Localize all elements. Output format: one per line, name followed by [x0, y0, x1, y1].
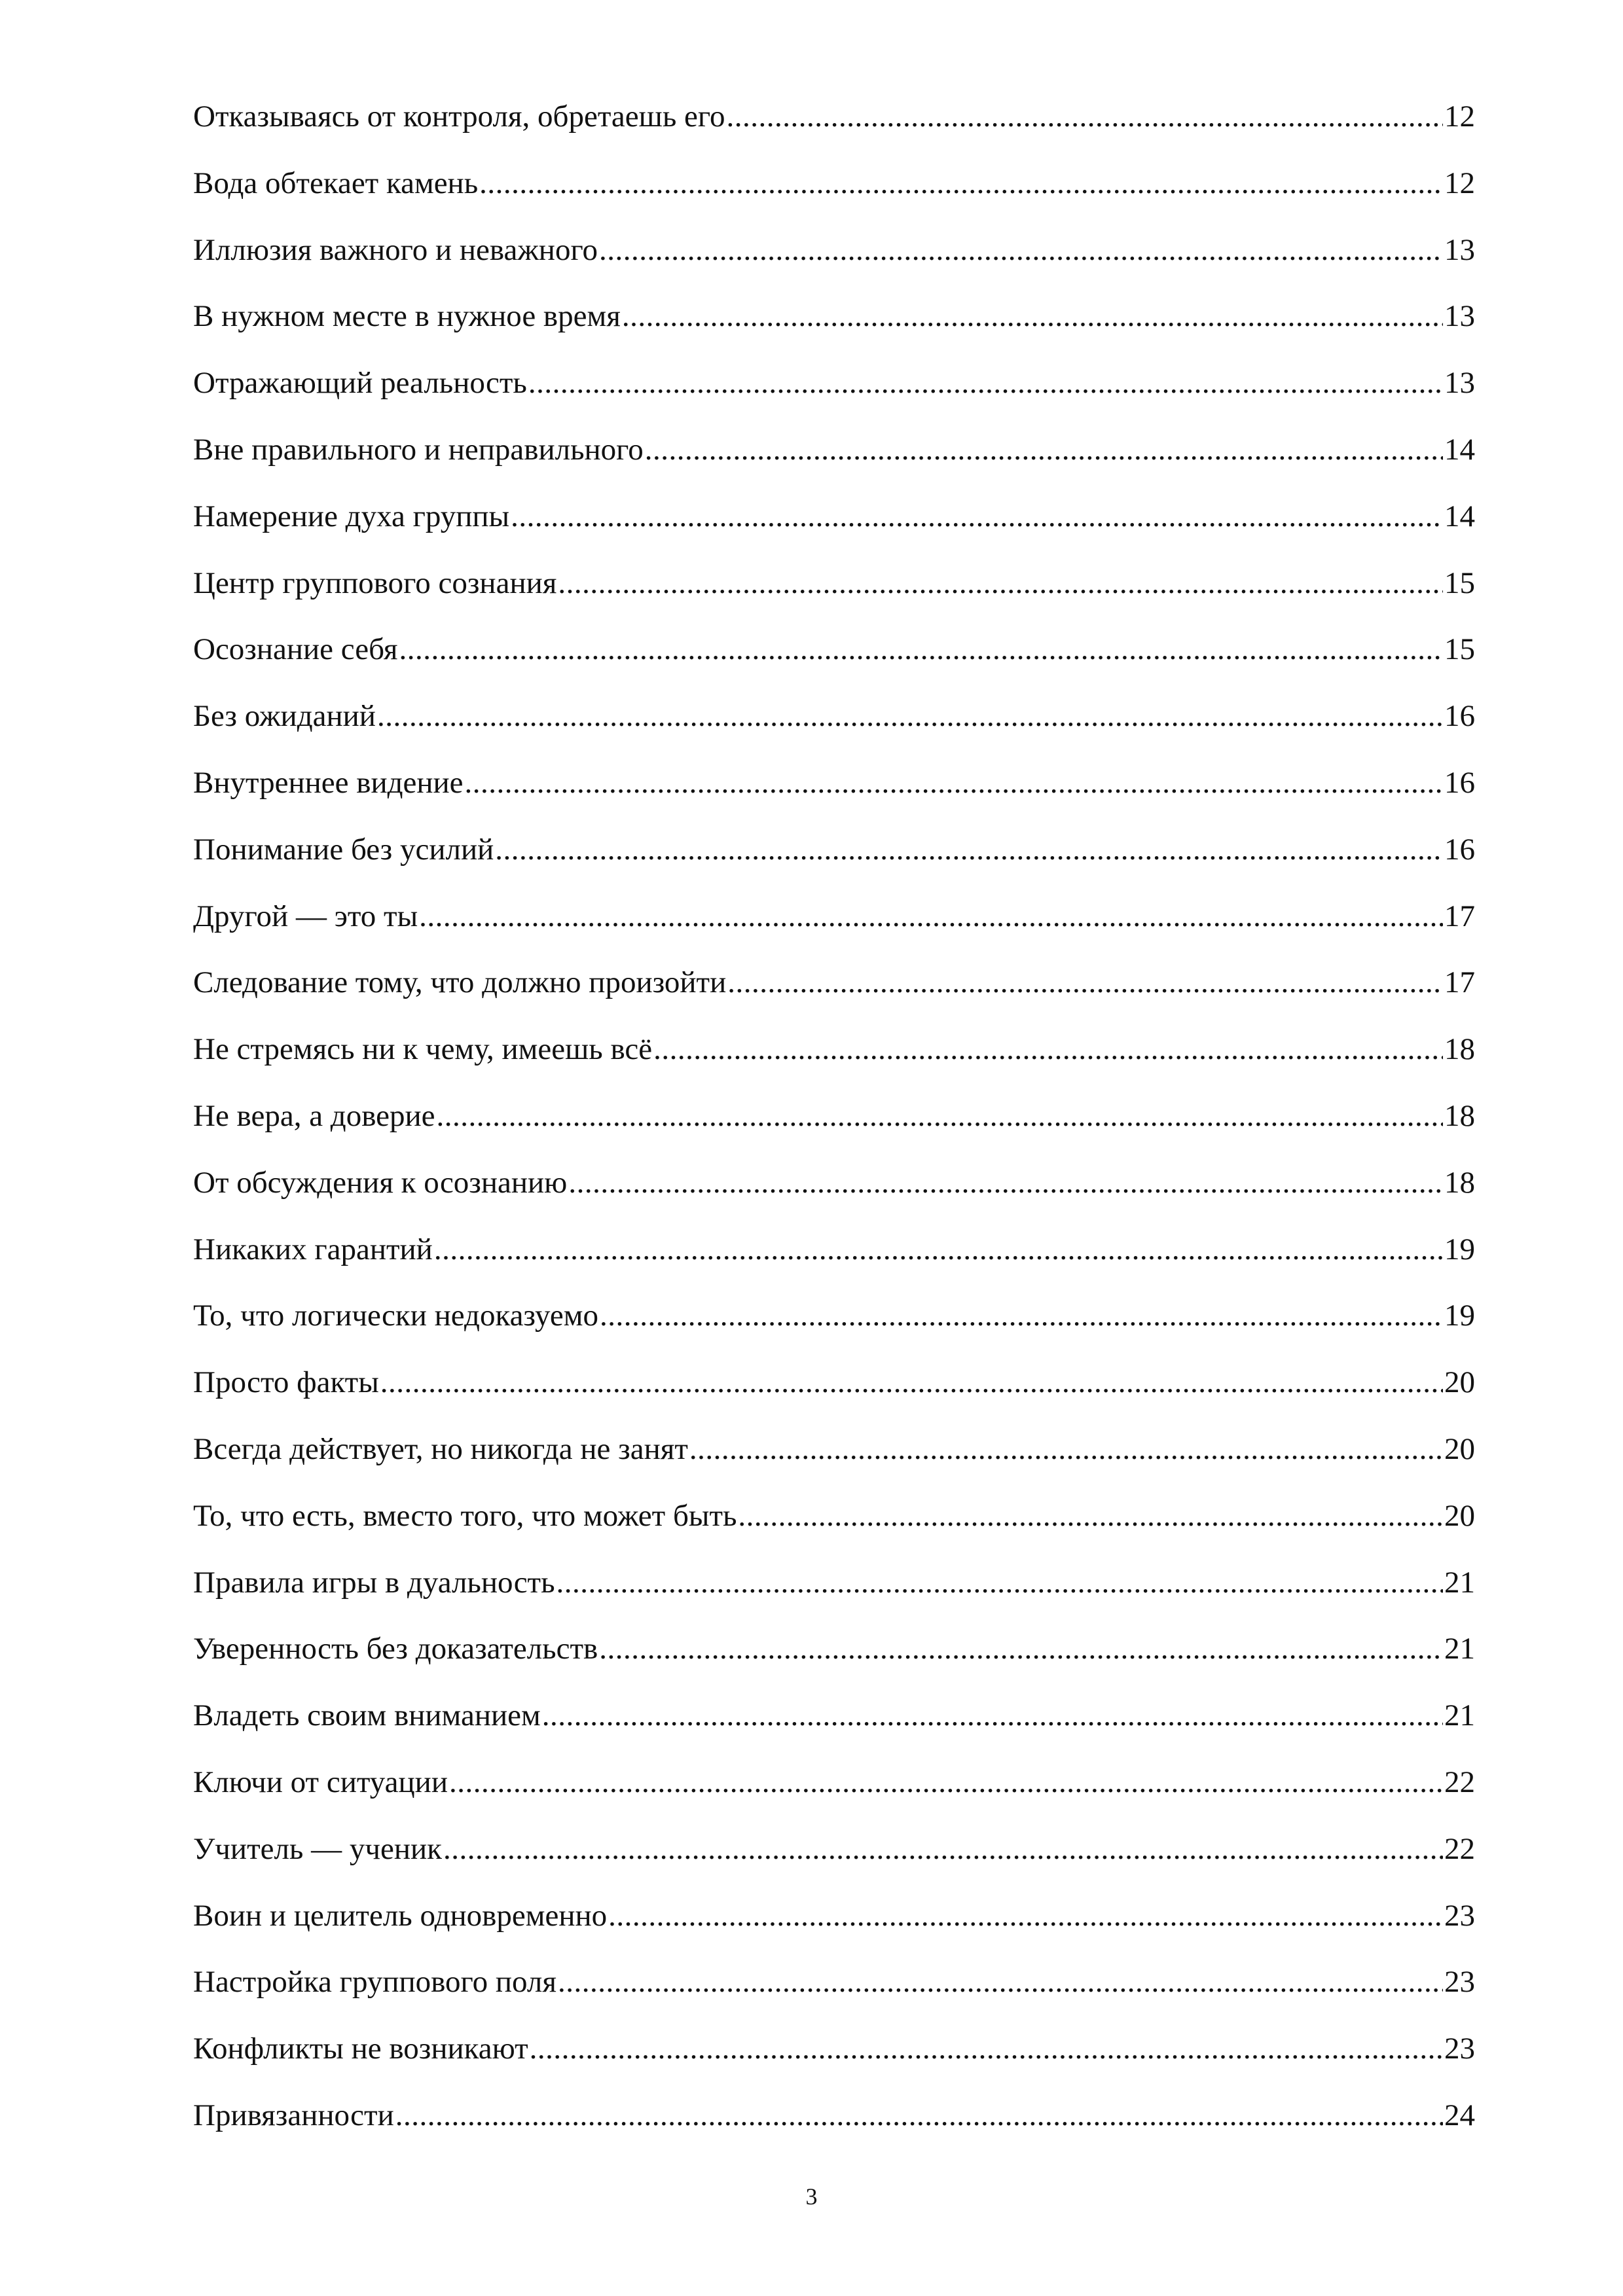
toc-dot-leader: [377, 683, 1443, 750]
toc-dot-leader: [395, 2083, 1443, 2149]
toc-entry-page: 12: [1444, 99, 1475, 134]
toc-entry[interactable]: [193, 817, 1475, 884]
toc-dot-leader: [653, 1016, 1443, 1083]
toc-entry-title: Привязанности: [193, 2098, 394, 2132]
toc-entry-title: Ключи от ситуации: [193, 1765, 448, 1799]
toc-entry[interactable]: [193, 1683, 1475, 1749]
toc-entry-page: 22: [1444, 1765, 1475, 1799]
toc-entry-title: Вода обтекает камень: [193, 166, 479, 200]
toc-entry-title: Отказываясь от контроля, обретаешь его: [193, 99, 725, 134]
toc-entry[interactable]: [193, 1616, 1475, 1683]
toc-dot-leader: [622, 283, 1443, 350]
toc-entry-page: 21: [1444, 1632, 1475, 1666]
toc-entry-title: От обсуждения к осознанию: [193, 1165, 568, 1200]
toc-entry[interactable]: [193, 683, 1475, 750]
toc-dot-leader: [511, 484, 1443, 550]
toc-entry-title: Вне правильного и неправильного: [193, 432, 644, 467]
toc-dot-leader: [437, 1083, 1443, 1150]
toc-entry-title: Конфликты не возникают: [193, 2032, 528, 2066]
toc-dot-leader: [399, 617, 1443, 683]
toc-entry[interactable]: [193, 283, 1475, 350]
toc-entry[interactable]: [193, 1350, 1475, 1416]
toc-entry[interactable]: [193, 417, 1475, 484]
toc-entry[interactable]: [193, 1016, 1475, 1083]
toc-entry-title: Без ожиданий: [193, 699, 376, 734]
toc-entry-title: Отражающий реальность: [193, 366, 527, 401]
toc-entry[interactable]: [193, 1150, 1475, 1217]
toc-entry-title: Следование тому, что должно произойти: [193, 965, 727, 1000]
toc-entry[interactable]: [193, 1283, 1475, 1350]
toc-entry-page: 15: [1444, 632, 1475, 667]
toc-dot-leader: [479, 151, 1443, 217]
toc-entry[interactable]: [193, 750, 1475, 817]
toc-entry[interactable]: [193, 1816, 1475, 1883]
toc-entry-title: Не вера, а доверие: [193, 1098, 435, 1133]
toc-entry-page: 13: [1444, 366, 1475, 401]
toc-entry-page: 24: [1444, 2098, 1475, 2132]
toc-dot-leader: [465, 750, 1443, 817]
toc-entry-page: 21: [1444, 1565, 1475, 1600]
toc-entry-page: 13: [1444, 299, 1475, 334]
toc-dot-leader: [599, 217, 1443, 284]
toc-dot-leader: [727, 84, 1444, 151]
toc-entry-page: 12: [1444, 166, 1475, 200]
toc-dot-leader: [495, 817, 1443, 884]
toc-dot-leader: [542, 1683, 1443, 1749]
toc-entry-title: Учитель — ученик: [193, 1831, 442, 1866]
toc-entry[interactable]: [193, 2016, 1475, 2083]
toc-entry-title: Настройка группового поля: [193, 1965, 556, 2000]
toc-dot-leader: [449, 1749, 1443, 1816]
toc-entry[interactable]: [193, 550, 1475, 617]
toc-entry-page: 23: [1444, 1898, 1475, 1933]
toc-entry[interactable]: [193, 884, 1475, 950]
toc-entry-page: 16: [1444, 699, 1475, 734]
toc-entry[interactable]: [193, 1949, 1475, 2016]
toc-entry-title: В нужном месте в нужное время: [193, 299, 621, 334]
toc-entry[interactable]: [193, 1217, 1475, 1283]
toc-entry-page: 18: [1444, 1032, 1475, 1067]
toc-entry-title: Уверенность без доказательств: [193, 1632, 598, 1666]
toc-entry[interactable]: [193, 217, 1475, 284]
toc-entry-title: Просто факты: [193, 1365, 379, 1400]
toc-entry[interactable]: [193, 350, 1475, 417]
toc-entry-page: 20: [1444, 1431, 1475, 1466]
toc-dot-leader: [556, 1550, 1443, 1617]
toc-entry-title: То, что логически недоказуемо: [193, 1299, 598, 1333]
toc-entry-title: Осознание себя: [193, 632, 398, 667]
toc-dot-leader: [528, 350, 1443, 417]
toc-entry[interactable]: [193, 1550, 1475, 1617]
toc-entry-page: 13: [1444, 232, 1475, 267]
toc-entry-page: 23: [1444, 1965, 1475, 2000]
toc-dot-leader: [608, 1883, 1443, 1950]
toc-entry-title: Воин и целитель одновременно: [193, 1898, 608, 1933]
toc-entry[interactable]: [193, 617, 1475, 683]
toc-dot-leader: [530, 2016, 1443, 2083]
toc-entry-title: Не стремясь ни к чему, имеешь всё: [193, 1032, 653, 1067]
toc-entry[interactable]: [193, 84, 1475, 151]
table-of-contents: [193, 84, 1475, 2149]
toc-entry-title: Другой — это ты: [193, 899, 418, 933]
toc-entry-page: 17: [1444, 899, 1475, 933]
toc-entry[interactable]: [193, 1483, 1475, 1550]
toc-dot-leader: [568, 1150, 1443, 1217]
toc-entry-title: Намерение духа группы: [193, 499, 510, 533]
toc-entry-page: 17: [1444, 965, 1475, 1000]
toc-entry-title: Иллюзия важного и неважного: [193, 232, 598, 267]
toc-entry-title: То, что есть, вместо того, что может быть: [193, 1498, 737, 1533]
toc-dot-leader: [727, 950, 1443, 1016]
toc-dot-leader: [738, 1483, 1443, 1550]
toc-entry-page: 16: [1444, 765, 1475, 800]
toc-entry-page: 23: [1444, 2032, 1475, 2066]
toc-entry[interactable]: [193, 151, 1475, 217]
toc-entry-title: Владеть своим вниманием: [193, 1698, 541, 1733]
toc-entry-title: Центр группового сознания: [193, 565, 557, 600]
page-number: 3: [805, 2183, 818, 2210]
toc-entry-page: 19: [1444, 1232, 1475, 1266]
toc-dot-leader: [419, 884, 1443, 950]
toc-entry-page: 20: [1444, 1498, 1475, 1533]
toc-entry-page: 18: [1444, 1098, 1475, 1133]
toc-dot-leader: [645, 417, 1443, 484]
toc-entry-page: 16: [1444, 832, 1475, 867]
toc-entry[interactable]: [193, 2083, 1475, 2149]
toc-dot-leader: [600, 1283, 1443, 1350]
toc-entry-page: 14: [1444, 499, 1475, 533]
toc-entry-title: Всегда действует, но никогда не занят: [193, 1431, 688, 1466]
toc-entry-title: Внутреннее видение: [193, 765, 464, 800]
toc-entry-page: 21: [1444, 1698, 1475, 1733]
toc-entry[interactable]: [193, 1749, 1475, 1816]
toc-entry-title: Понимание без усилий: [193, 832, 494, 867]
toc-entry-page: 22: [1444, 1831, 1475, 1866]
toc-entry[interactable]: [193, 950, 1475, 1016]
toc-dot-leader: [443, 1816, 1443, 1883]
toc-entry-title: Правила игры в дуальность: [193, 1565, 555, 1600]
toc-entry[interactable]: [193, 484, 1475, 550]
toc-dot-leader: [689, 1416, 1443, 1483]
toc-entry-title: Никаких гарантий: [193, 1232, 433, 1266]
toc-entry-page: 18: [1444, 1165, 1475, 1200]
toc-entry-page: 14: [1444, 432, 1475, 467]
toc-dot-leader: [380, 1350, 1443, 1416]
toc-entry-page: 15: [1444, 565, 1475, 600]
toc-entry-page: 19: [1444, 1299, 1475, 1333]
toc-entry[interactable]: [193, 1083, 1475, 1150]
toc-entry-page: 20: [1444, 1365, 1475, 1400]
toc-dot-leader: [558, 550, 1443, 617]
toc-entry[interactable]: [193, 1416, 1475, 1483]
toc-entry[interactable]: [193, 1883, 1475, 1950]
toc-dot-leader: [599, 1616, 1443, 1683]
toc-dot-leader: [558, 1949, 1443, 2016]
toc-dot-leader: [434, 1217, 1443, 1283]
